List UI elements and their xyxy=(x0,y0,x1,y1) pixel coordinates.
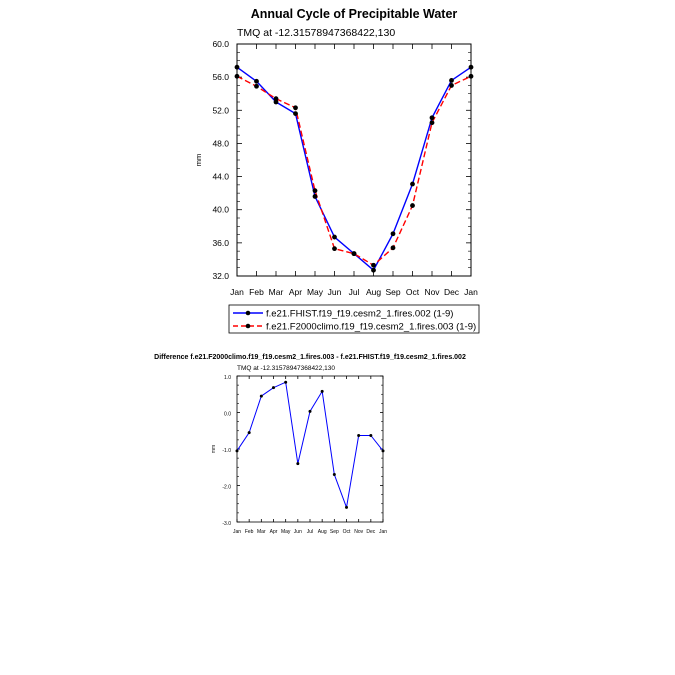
difference-x-tick-label: Jan xyxy=(378,529,388,535)
difference-x-tick-label: Jul xyxy=(306,529,314,535)
main-y-tick-label: 40.0 xyxy=(212,204,229,215)
difference-y-tick-label: 1.0 xyxy=(224,375,231,381)
difference-series-group xyxy=(236,381,385,509)
difference-series-1-point xyxy=(345,506,348,509)
legend-entry-series-2 xyxy=(233,322,476,333)
main-series-2-point xyxy=(254,84,259,89)
main-y-tick-label: 32.0 xyxy=(212,271,229,281)
main-series-1-point xyxy=(430,115,435,120)
difference-series-1-point xyxy=(272,386,275,389)
legend-label-series-2: f.e21.F2000climo.f19_f19.cesm2_1.fires.003 (1-9) xyxy=(266,321,477,333)
main-series-2-line xyxy=(237,76,471,265)
main-x-tick-label: Oct xyxy=(405,287,420,297)
main-y-tick-label: 60.0 xyxy=(212,39,229,49)
main-y-tick-label: 52.0 xyxy=(212,105,229,116)
difference-y-tick-label: -1.0 xyxy=(222,448,231,454)
main-x-tick-label: May xyxy=(306,287,324,297)
main-series-2-point xyxy=(430,120,435,125)
main-series-1-point xyxy=(469,65,474,70)
main-series-2-point xyxy=(313,188,318,193)
main-series-1-point xyxy=(391,231,396,236)
main-plot-frame xyxy=(237,44,471,276)
main-series-2-point xyxy=(293,105,298,110)
difference-series-1-point xyxy=(369,434,372,437)
main-series-2-point xyxy=(332,246,337,251)
difference-series-1-point xyxy=(382,449,385,452)
main-x-ticks xyxy=(230,44,478,297)
difference-x-tick-label: Sep xyxy=(329,529,339,535)
difference-y-tick-label: 0.0 xyxy=(224,411,231,418)
difference-series-1-point xyxy=(248,431,251,434)
difference-series-1-point xyxy=(236,449,239,452)
main-x-tick-label: Dec xyxy=(443,287,460,297)
main-series-1-point xyxy=(254,79,259,84)
difference-x-tick-label: Mar xyxy=(257,529,266,535)
difference-series-1-line xyxy=(237,382,383,507)
main-x-tick-label: Nov xyxy=(424,287,440,297)
main-y-tick-label: 48.0 xyxy=(212,138,229,149)
difference-x-tick-label: Aug xyxy=(317,529,327,535)
main-x-tick-label: Apr xyxy=(288,287,303,297)
main-series-1-point xyxy=(410,182,415,187)
difference-y-tick-label: -3.0 xyxy=(222,521,231,527)
main-x-tick-label: Feb xyxy=(249,287,264,297)
difference-series-1-point xyxy=(309,410,312,413)
difference-chart-title: Difference f.e21.F2000climo.f19_f19.cesm2_1.fires.003 - f.e21.FHIST.f19_f19.cesm2_1.fires.002 xyxy=(154,354,466,361)
main-series-1-point xyxy=(332,235,337,240)
main-chart-subtitle: TMQ at -12.31578947368422,130 xyxy=(237,27,396,39)
main-y-tick-label: 44.0 xyxy=(212,171,229,182)
main-x-tick-label: Mar xyxy=(268,287,284,297)
difference-x-ticks xyxy=(233,376,387,535)
legend-marker-series-2 xyxy=(246,324,251,329)
main-chart xyxy=(194,7,479,333)
legend-marker-series-1 xyxy=(246,311,251,316)
main-series-2-point xyxy=(469,74,474,79)
difference-x-tick-label: Jun xyxy=(293,529,302,535)
difference-series-1-point xyxy=(284,381,287,384)
main-series-1-point xyxy=(235,65,240,70)
difference-x-tick-label: Nov xyxy=(354,529,364,535)
difference-chart xyxy=(154,354,466,535)
main-x-tick-label: Jul xyxy=(348,287,360,297)
main-y-tick-label: 56.0 xyxy=(212,72,229,83)
main-x-tick-label: Jan xyxy=(230,287,244,297)
difference-x-tick-label: Feb xyxy=(244,529,254,535)
main-series-1-point xyxy=(313,194,318,199)
main-series-2-point xyxy=(449,83,454,88)
legend xyxy=(229,305,479,333)
main-series-2-point xyxy=(371,263,376,268)
main-series-1-point xyxy=(371,268,376,273)
main-series-2-point xyxy=(352,251,357,256)
difference-series-1-point xyxy=(296,462,299,465)
main-series-1-line xyxy=(237,67,471,270)
difference-series-1-point xyxy=(333,473,336,476)
difference-series-1-point xyxy=(260,395,263,398)
difference-plot-frame xyxy=(237,376,383,522)
main-y-ticks xyxy=(212,39,471,281)
difference-y-tick-label: -2.0 xyxy=(222,484,231,491)
main-x-tick-label: Sep xyxy=(385,287,401,297)
difference-x-tick-label: May xyxy=(280,529,291,535)
difference-x-tick-label: Oct xyxy=(342,529,351,535)
main-series-2-point xyxy=(235,74,240,79)
main-series-2-point xyxy=(274,96,279,101)
difference-x-tick-label: Jan xyxy=(232,529,242,535)
legend-entry-series-1 xyxy=(233,309,453,320)
main-x-tick-label: Jun xyxy=(327,287,342,297)
main-series-group xyxy=(235,65,474,273)
main-x-tick-label: Jan xyxy=(464,287,478,297)
difference-series-1-point xyxy=(321,390,324,393)
difference-y-axis-label: mm xyxy=(211,444,217,454)
main-y-axis-label: mm xyxy=(194,153,203,167)
main-y-tick-label: 36.0 xyxy=(212,237,229,248)
difference-y-ticks xyxy=(222,375,383,527)
main-series-2-point xyxy=(391,245,396,250)
difference-x-tick-label: Dec xyxy=(366,529,376,535)
difference-series-1-point xyxy=(357,434,360,437)
legend-label-series-1: f.e21.FHIST.f19_f19.cesm2_1.fires.002 (1-9) xyxy=(266,308,454,320)
main-series-1-point xyxy=(449,78,454,83)
main-series-1-point xyxy=(293,111,298,116)
main-x-tick-label: Aug xyxy=(365,287,382,297)
main-chart-title: Annual Cycle of Precipitable Water xyxy=(250,7,458,21)
difference-chart-subtitle: TMQ at -12.31578947368422,130 xyxy=(237,365,335,372)
main-series-2-point xyxy=(410,203,415,208)
difference-x-tick-label: Apr xyxy=(269,529,278,535)
